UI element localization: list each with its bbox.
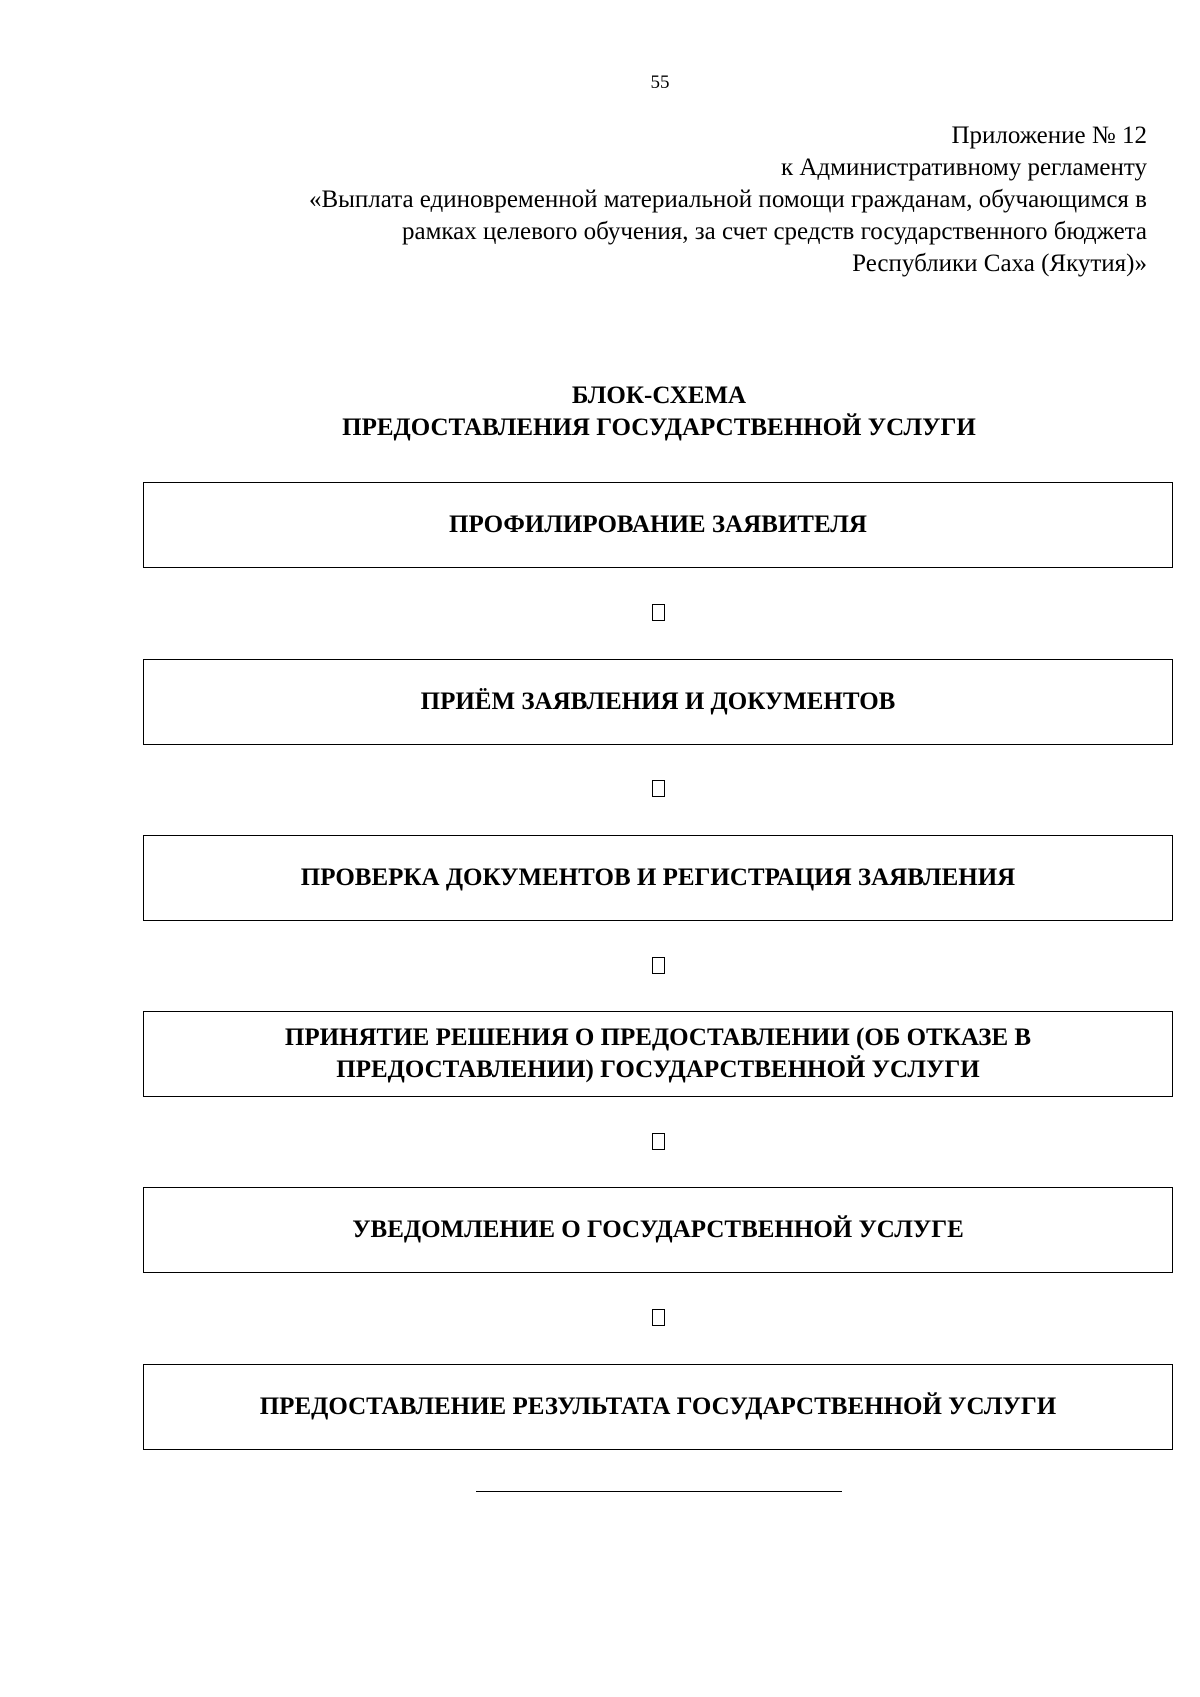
flowchart-step-verification bbox=[143, 835, 1173, 921]
step-label: ПРОФИЛИРОВАНИЕ ЗАЯВИТЕЛЯ bbox=[449, 511, 867, 538]
step-label: ПРЕДОСТАВЛЕНИЕ РЕЗУЛЬТАТА ГОСУДАРСТВЕННОЙ УСЛУГИ bbox=[259, 1393, 1057, 1420]
appendix-line: Приложение № 12 bbox=[951, 122, 1147, 149]
title-line: ПРЕДОСТАВЛЕНИЯ ГОСУДАРСТВЕННОЙ УСЛУГИ bbox=[342, 414, 976, 441]
step-label: ПРИЁМ ЗАЯВЛЕНИЯ И ДОКУМЕНТОВ bbox=[420, 688, 896, 715]
missing-glyph-arrow-icon bbox=[652, 1133, 665, 1150]
flowchart-step-decision bbox=[143, 1011, 1173, 1097]
flowchart-step-profiling bbox=[143, 482, 1173, 568]
flowchart-step-notification bbox=[143, 1187, 1173, 1273]
appendix-line: «Выплата единовременной материальной помощи гражданам, обучающимся в bbox=[308, 186, 1147, 213]
step-label: ПРОВЕРКА ДОКУМЕНТОВ И РЕГИСТРАЦИЯ ЗАЯВЛЕНИЯ bbox=[300, 864, 1016, 891]
appendix-line: к Административному регламенту bbox=[780, 154, 1147, 181]
step-label: УВЕДОМЛЕНИЕ О ГОСУДАРСТВЕННОЙ УСЛУГЕ bbox=[352, 1216, 964, 1243]
appendix-header bbox=[147, 120, 1147, 280]
missing-glyph-arrow-icon bbox=[652, 604, 665, 621]
flowchart-step-result bbox=[143, 1364, 1173, 1450]
document-title bbox=[143, 380, 1175, 444]
flowchart-step-reception bbox=[143, 659, 1173, 745]
footer-divider bbox=[476, 1491, 842, 1492]
page-number: 55 bbox=[650, 72, 670, 93]
title-line: БЛОК-СХЕМА bbox=[571, 382, 747, 409]
step-label bbox=[285, 1022, 1031, 1086]
missing-glyph-arrow-icon bbox=[652, 957, 665, 974]
appendix-line: рамках целевого обучения, за счет средств государственного бюджета bbox=[402, 218, 1147, 245]
step-label-line: ПРЕДОСТАВЛЕНИИ) ГОСУДАРСТВЕННОЙ УСЛУГИ bbox=[336, 1056, 980, 1083]
missing-glyph-arrow-icon bbox=[652, 780, 665, 797]
step-label-line: ПРИНЯТИЕ РЕШЕНИЯ О ПРЕДОСТАВЛЕНИИ (ОБ ОТКАЗЕ В bbox=[284, 1024, 1032, 1051]
missing-glyph-arrow-icon bbox=[652, 1309, 665, 1326]
appendix-line: Республики Саха (Якутия)» bbox=[852, 250, 1147, 277]
